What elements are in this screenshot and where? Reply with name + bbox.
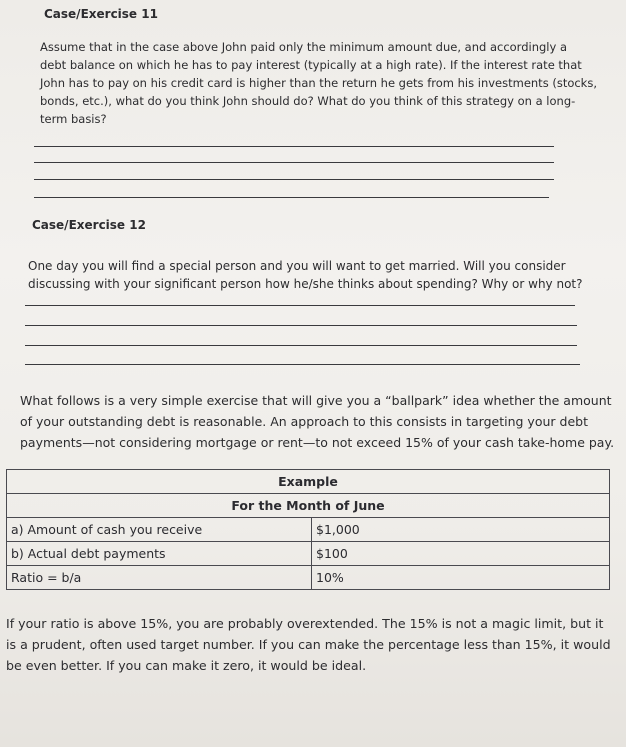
case-11-line: term basis? (40, 112, 107, 126)
case-12-line: discussing with your significant person how he/she thinks about spending? Why or why not? (28, 277, 583, 291)
answer-line[interactable] (34, 179, 554, 180)
row-value: $1,000 (312, 518, 610, 542)
table-row (7, 518, 610, 542)
intro-line: payments—not considering mortgage or rent—to not exceed 15% of your cash take-home pay. (20, 435, 615, 450)
intro-paragraph (20, 390, 620, 453)
row-label: Ratio = b/a (7, 566, 312, 590)
answer-line[interactable] (25, 325, 577, 326)
case-11-line: Assume that in the case above John paid only the minimum amount due, and accordingly a (40, 40, 567, 54)
conclusion-paragraph (6, 613, 622, 676)
case-12-heading: Case/Exercise 12 (32, 218, 146, 232)
example-table (6, 469, 610, 590)
row-value: 10% (312, 566, 610, 590)
intro-line: of your outstanding debt is reasonable. An approach to this consists in targeting your debt (20, 414, 588, 429)
case-11-question (40, 38, 620, 128)
answer-line[interactable] (34, 197, 549, 198)
case-11-line: debt balance on which he has to pay interest (typically at a high rate). If the interest rate that (40, 58, 582, 72)
case-11-line: John has to pay on his credit card is higher than the return he gets from his investments (stocks, (40, 76, 597, 90)
conclusion-line: is a prudent, often used target number. If you can make the percentage less than 15%, it would (6, 637, 611, 652)
table-row (7, 542, 610, 566)
case-11-heading: Case/Exercise 11 (44, 7, 158, 21)
answer-line[interactable] (25, 345, 577, 346)
answer-line[interactable] (34, 162, 554, 163)
row-value: $100 (312, 542, 610, 566)
row-label: a) Amount of cash you receive (7, 518, 312, 542)
conclusion-line: If your ratio is above 15%, you are probably overextended. The 15% is not a magic limit, but it (6, 616, 604, 631)
case-11-line: bonds, etc.), what do you think John should do? What do you think of this strategy on a long- (40, 94, 576, 108)
table-title: Example (7, 470, 610, 494)
table-row (7, 566, 610, 590)
answer-line[interactable] (34, 146, 554, 147)
answer-line[interactable] (25, 364, 580, 365)
row-label: b) Actual debt payments (7, 542, 312, 566)
answer-line[interactable] (25, 305, 575, 306)
intro-line: What follows is a very simple exercise that will give you a “ballpark” idea whether the amount (20, 393, 612, 408)
case-12-question (28, 257, 620, 293)
conclusion-line: be even better. If you can make it zero, it would be ideal. (6, 658, 367, 673)
table-subtitle: For the Month of June (7, 494, 610, 518)
case-12-line: One day you will find a special person and you will want to get married. Will you consider (28, 259, 566, 273)
